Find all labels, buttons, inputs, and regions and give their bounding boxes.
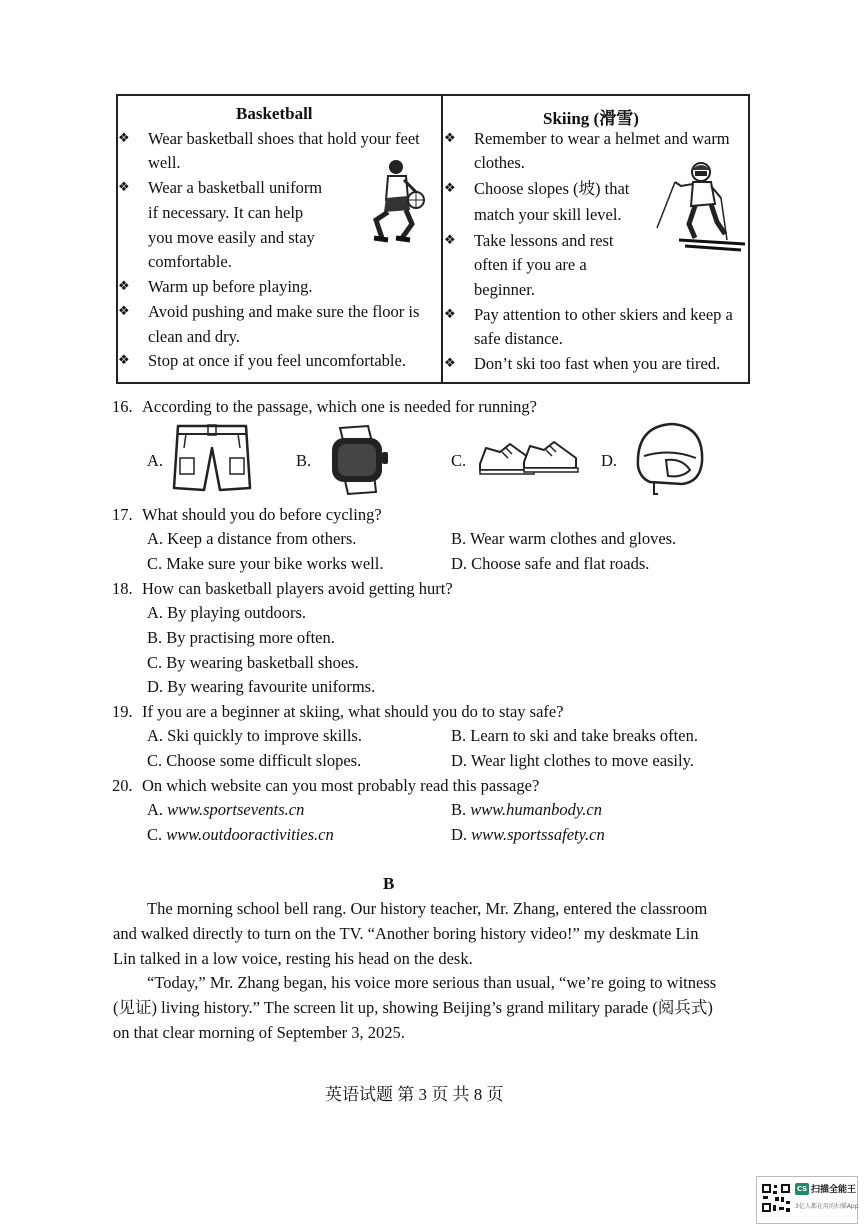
option-letter: D. (451, 825, 468, 844)
option-b: B. By practising more often. (147, 628, 335, 647)
qr-code-icon (761, 1183, 791, 1213)
question-number: 17. (112, 505, 133, 524)
helmet-icon (630, 420, 708, 498)
skiing-line: safe distance. (474, 329, 563, 348)
option-letter: A. (147, 800, 164, 819)
option-a: A. Ski quickly to improve skills. (147, 726, 362, 745)
camscanner-logo: CS (796, 1185, 808, 1193)
skiing-line: often if you are a (474, 255, 587, 274)
option-c: C. By wearing basketball shoes. (147, 653, 359, 672)
basketball-line: Stop at once if you feel uncomfortable. (148, 351, 406, 370)
passage-line: and walked directly to turn on the TV. “Another boring history video!” my deskmate Lin (113, 924, 699, 943)
scanner-watermark (756, 1176, 858, 1224)
bullet-icon: ❖ (118, 304, 130, 319)
question-number: 16. (112, 397, 133, 416)
bullet-icon: ❖ (444, 356, 456, 371)
skiing-line: Pay attention to other skiers and keep a (474, 305, 733, 324)
basketball-player-icon (352, 158, 428, 250)
passage-line: The morning school bell rang. Our history teacher, Mr. Zhang, entered the classroom (147, 899, 708, 918)
bullet-icon: ❖ (118, 131, 130, 146)
smartwatch-icon (324, 424, 392, 496)
bullet-icon: ❖ (118, 180, 130, 195)
bullet-icon: ❖ (118, 353, 130, 368)
watermark-title: 扫描全能王 (811, 1185, 857, 1195)
basketball-line: Warm up before playing. (148, 277, 313, 296)
basketball-line: if necessary. It can help (148, 203, 304, 222)
option-label: D. (601, 451, 618, 470)
skiing-title: Skiing (滑雪) (543, 109, 639, 128)
option-b: B. Wear warm clothes and gloves. (451, 529, 677, 548)
option-a: A. Keep a distance from others. (147, 529, 357, 548)
option-label: A. (147, 451, 164, 470)
option-a: A. By playing outdoors. (147, 603, 307, 622)
skiing-line: Don’t ski too fast when you are tired. (474, 354, 721, 373)
passage-line: (见证) living history.” The screen lit up, showing Beijing’s grand military parade (阅兵式) (113, 998, 713, 1017)
skiing-line: Take lessons and rest (474, 231, 614, 250)
question-text: If you are a beginner at skiing, what should you do to stay safe? (142, 702, 564, 721)
passage-line: “Today,” Mr. Zhang began, his voice more serious than usual, “we’re going to witness (147, 973, 717, 992)
skier-icon (655, 160, 747, 254)
bullet-icon: ❖ (444, 307, 456, 322)
bullet-icon: ❖ (444, 233, 456, 248)
shorts-icon (172, 422, 252, 494)
option-label: C. (451, 451, 467, 470)
skiing-line: beginner. (474, 280, 535, 299)
basketball-line: well. (148, 153, 181, 172)
watermark-subtitle: 3亿人都在用的扫描App (795, 1203, 859, 1210)
website-url: www.outdooractivities.cn (166, 825, 334, 844)
passage-line: on that clear morning of September 3, 2025. (113, 1023, 405, 1042)
basketball-line: Wear a basketball uniform (148, 178, 323, 197)
question-text: How can basketball players avoid getting hurt? (142, 579, 453, 598)
skiing-line: match your skill level. (474, 205, 622, 224)
option-c: C. Make sure your bike works well. (147, 554, 384, 573)
basketball-line: Wear basketball shoes that hold your feet (148, 129, 420, 148)
basketball-title: Basketball (236, 104, 313, 123)
website-url: www.sportssafety.cn (471, 825, 605, 844)
skiing-line: Remember to wear a helmet and warm (474, 129, 730, 148)
option-d (451, 823, 605, 847)
option-c: C. Choose some difficult slopes. (147, 751, 362, 770)
bullet-icon: ❖ (444, 131, 456, 146)
question-text: On which website can you most probably read this passage? (142, 776, 540, 795)
basketball-line: you move easily and stay (148, 228, 315, 247)
sneakers-icon (476, 436, 580, 480)
question-text: What should you do before cycling? (142, 505, 382, 524)
option-letter: C. (147, 825, 163, 844)
question-number: 19. (112, 702, 133, 721)
option-b (451, 798, 602, 822)
basketball-line: comfortable. (148, 252, 232, 271)
website-url: www.humanbody.cn (470, 800, 602, 819)
table-divider (441, 94, 443, 384)
option-d: D. By wearing favourite uniforms. (147, 677, 376, 696)
bullet-icon: ❖ (444, 181, 456, 196)
question-text: According to the passage, which one is needed for running? (142, 397, 537, 416)
question-number: 20. (112, 776, 133, 795)
option-a (147, 798, 304, 822)
page-footer: 英语试题 第 3 页 共 8 页 (325, 1085, 504, 1104)
option-d: D. Choose safe and flat roads. (451, 554, 650, 573)
passage-line: Lin talked in a low voice, resting his head on the desk. (113, 949, 473, 968)
option-c (147, 823, 334, 847)
skiing-line: Choose slopes (坡) that (474, 179, 630, 198)
option-b: B. Learn to ski and take breaks often. (451, 726, 698, 745)
basketball-line: Avoid pushing and make sure the floor is (148, 302, 420, 321)
option-letter: B. (451, 800, 467, 819)
skiing-line: clothes. (474, 153, 525, 172)
website-url: www.sportsevents.cn (167, 800, 305, 819)
section-heading: B (383, 874, 395, 893)
option-label: B. (296, 451, 312, 470)
basketball-line: clean and dry. (148, 327, 240, 346)
option-d: D. Wear light clothes to move easily. (451, 751, 694, 770)
bullet-icon: ❖ (118, 279, 130, 294)
question-number: 18. (112, 579, 133, 598)
